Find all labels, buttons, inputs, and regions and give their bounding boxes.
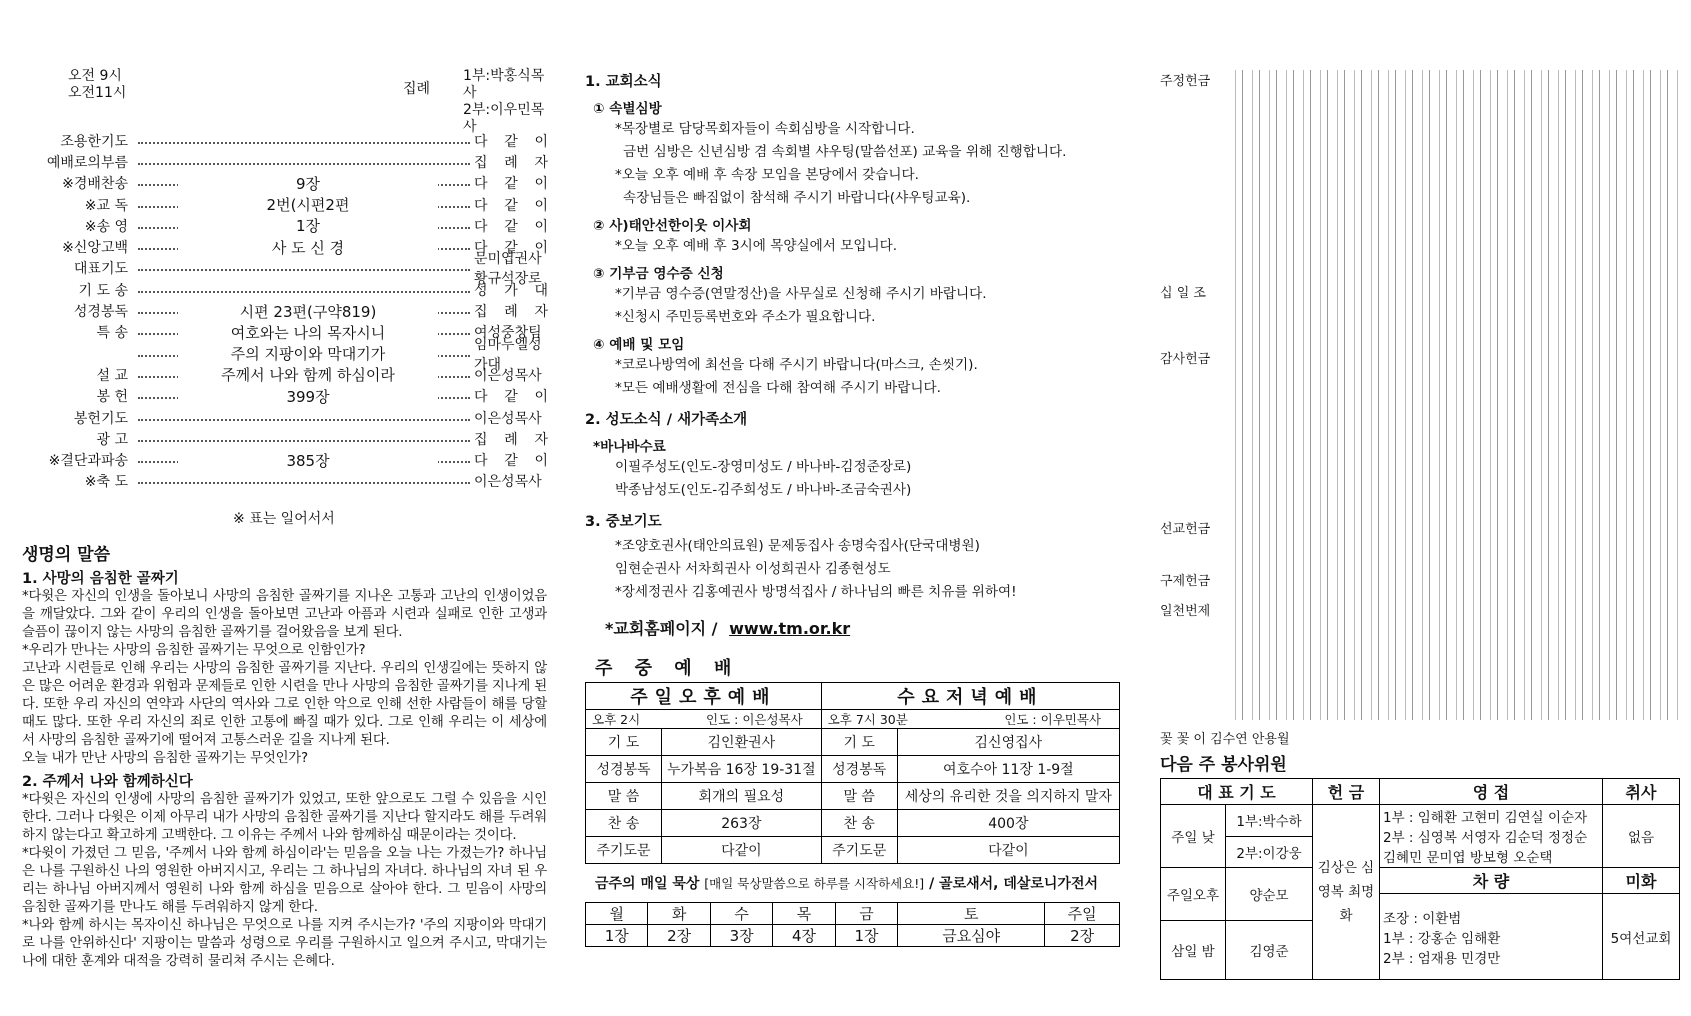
news-line: *장세정권사 김홍예권사 방명석집사 / 하나님의 빠른 치유를 위하여! <box>615 584 1017 600</box>
weekly-value: 회개의 필요성 <box>662 783 822 810</box>
news-item-title: *바나바수료 <box>593 439 666 455</box>
order-name: 특 송 <box>96 325 128 342</box>
offering-category: 일천번제 <box>1160 604 1211 619</box>
news-line: 이필주성도(인도-장영미성도 / 바나바-김정준장로) <box>615 459 912 475</box>
day-label: 월 <box>586 903 648 925</box>
h-meal: 취사 <box>1603 779 1680 805</box>
news-line: *신청시 주민등록번호와 주소가 필요합니다. <box>615 309 876 325</box>
day-chapter: 4장 <box>773 925 835 947</box>
order-row <box>28 251 548 288</box>
order-name: 대표기도 <box>73 261 128 278</box>
news-line: *기부금 영수증(연말정산)을 사무실로 신청해 주시기 바랍니다. <box>615 286 987 302</box>
pastor-2: 2부:이우민목사 <box>463 102 545 135</box>
homepage-link[interactable]: www.tm.or.kr <box>729 619 851 638</box>
order-name: ※교 독 <box>84 197 128 214</box>
weekly-label: 성경봉독 <box>586 756 662 783</box>
weekly-title: 주 중 예 배 <box>595 658 740 679</box>
news-line: *오늘 오후 예배 후 속장 모임을 본당에서 갖습니다. <box>615 167 919 183</box>
h-car: 차 량 <box>1380 868 1603 894</box>
h-offering: 헌 금 <box>1313 779 1380 805</box>
worship-order-column <box>18 0 548 1016</box>
worship-order-list <box>28 130 548 492</box>
day-chapter: 2장 <box>1045 925 1120 947</box>
life-section-2: 2. 주께서 나와 함께하신다 <box>22 774 193 790</box>
meditation-note: [매일 묵상말씀으로 하루를 시작하세요!] <box>704 876 925 891</box>
weekly-value: 세상의 유리한 것을 의지하지 말자 <box>897 783 1119 810</box>
news-line: *오늘 오후 예배 후 3시에 목양실에서 모입니다. <box>615 238 898 254</box>
day-chapter: 금요심야 <box>898 925 1045 947</box>
weekly-value: 김인환권사 <box>662 729 822 756</box>
wednesday-evening-meta <box>821 710 1119 729</box>
news-item-title: ② 사)태안선한이웃 이사회 <box>593 218 752 234</box>
wednesday-evening-title: 수요저녁예배 <box>821 683 1119 710</box>
news-line: 임현순권사 서차희권사 이성희권사 김종현성도 <box>615 561 891 577</box>
meditation-label: 금주의 매일 묵상 <box>595 876 700 892</box>
order-leader: 다 같 이 <box>474 133 548 150</box>
order-leader: 다 같 이 <box>474 176 548 193</box>
order-row <box>28 364 548 385</box>
order-name: ※결단과파송 <box>48 453 128 470</box>
life-title: 생명의 말씀 <box>22 545 111 565</box>
homepage-label: *교회홈페이지 / <box>605 619 718 638</box>
order-name: 광 고 <box>96 431 128 448</box>
h-beauty: 미화 <box>1603 868 1680 894</box>
order-leader: 다 같 이 <box>474 218 548 235</box>
beauty-value: 5여선교회 <box>1603 894 1680 980</box>
order-leader: 임마누엘성가대 <box>474 336 542 373</box>
welcome-1: 1부 : 임해환 고현미 김연실 이순자 <box>1383 810 1588 826</box>
sunday-afternoon-title: 주일오후예배 <box>586 683 822 710</box>
day-label: 토 <box>898 903 1045 925</box>
weekly-label: 말 씀 <box>821 783 897 810</box>
right-time: 오후 7시 30분 <box>827 712 908 727</box>
order-name: ※송 영 <box>84 218 128 235</box>
weekly-services-table <box>585 682 1120 864</box>
pastor-1: 1부:박홍식목사 <box>463 68 545 101</box>
order-row <box>28 336 548 373</box>
weekly-label: 말 씀 <box>586 783 662 810</box>
order-leader: 이은성목사 <box>474 474 542 491</box>
jip-label: 집례 <box>403 81 431 97</box>
weekly-value: 김신영집사 <box>897 729 1119 756</box>
order-name: 예배로의부름 <box>46 154 128 171</box>
order-leader-dots <box>138 482 470 484</box>
weekly-label: 기 도 <box>586 729 662 756</box>
time-2: 오전11시 <box>68 85 127 101</box>
day-label: 수 <box>710 903 772 925</box>
order-leader: 집 례 자 <box>474 154 548 171</box>
order-leader: 성 가 대 <box>474 282 548 299</box>
car-2: 1부 : 강홍순 임해환 <box>1383 930 1501 947</box>
row-afternoon: 주일오후 <box>1161 868 1226 921</box>
car-3: 2부 : 엄재용 민경만 <box>1383 950 1501 967</box>
life-para: 고난과 시련들로 인해 우리는 사망의 음침한 골짜기를 지난다. 우리의 인생길에는 뜻하지 않은 많은 어려운 환경과 위험과 문제들로 인한 시련을 만나 사망의 음침한 골짜기를 지나게 된다. 또한 우리 자신의 연약과 사단의 역사와 그로 인한 악으로 인해 선한 사람들이 해를 당할 때도 많다. 또한 우리 자신의 죄로 인한 고통에 빠질 때가 있다. 그로 인해 우리는 이 세상에서 사망의 음침한 골짜기에 떨어져 고통스러운 길을 지나게 된다. <box>22 661 547 748</box>
order-row <box>28 407 548 428</box>
news-line: 금번 심방은 신년심방 겸 속회별 샤우팅(말씀선포) 교육을 위해 진행합니다. <box>623 144 1067 160</box>
life-para: *다윗은 자신의 인생을 돌아보니 사망의 음침한 골짜기를 지나온 고통과 고난의 인생이었음을 깨달았다. 그와 같이 우리의 인생을 돌아보면 고난과 아픔과 시련과 실패로 인한 고생과 슬픔이 끊이지 않는 사망의 음침한 골짜기를 걸어왔음을 보게 된다. <box>22 589 547 640</box>
offering-category: 구제헌금 <box>1160 574 1211 589</box>
next-week-title: 다음 주 봉사위원 <box>1160 755 1287 775</box>
order-leader: 집 례 자 <box>474 304 548 321</box>
order-name: 봉헌기도 <box>73 410 128 427</box>
order-content: 399장 <box>178 386 438 407</box>
news-heading-1: 1. 교회소식 <box>585 74 662 90</box>
order-row <box>28 449 548 470</box>
news-item-title: ④ 예배 및 모임 <box>593 337 685 353</box>
order-leader: 다 같 이 <box>474 453 548 470</box>
news-line: *코로나방역에 최선을 다해 주시기 바랍니다(마스크, 손씻기). <box>615 357 978 373</box>
life-para: *우리가 만나는 사망의 음침한 골짜기는 무엇으로 인함인가? <box>22 643 366 658</box>
day-chapter: 2장 <box>648 925 710 947</box>
row-sunday: 주일 낮 <box>1161 805 1226 868</box>
h-welcome: 영 접 <box>1380 779 1603 805</box>
offering-category: 십 일 조 <box>1160 286 1206 301</box>
weekly-row <box>586 810 1120 837</box>
order-leader: 문미엽권사 황규석장로 <box>474 251 542 288</box>
offering-people: 김상은 심영복 최명화 <box>1313 805 1380 980</box>
life-para: *다윗이 가졌던 그 믿음, '주께서 나와 함께 하심이라'는 믿음을 오늘 나는 가졌는가? 하나님은 나를 구원하신 나의 영원한 아버지시고, 우리는 그 하나님의 자녀다. 하나님의 자녀 된 우리는 하나님 아버지께서 영원히 나와 함께 하심을 믿음으로 살아야 한다. 그 믿음이 사망의 음침한 골짜기를 만나도 해를 두려워하지 않게 한다. <box>22 846 547 915</box>
order-leader: 다 같 이 <box>474 389 548 406</box>
service-header <box>48 68 548 135</box>
rep-wednesday: 김영준 <box>1226 921 1313 980</box>
order-leader: 다 같 이 <box>474 197 548 214</box>
news-heading-3: 3. 중보기도 <box>585 514 662 530</box>
order-content: 주의 지팡이와 막대기가 <box>178 343 438 364</box>
time-1: 오전 9시 <box>68 68 122 84</box>
offering-category: 감사헌금 <box>1160 352 1211 367</box>
offering-column <box>1150 0 1680 1016</box>
order-content: 9장 <box>178 173 438 194</box>
order-leader-dots <box>138 142 470 144</box>
rep-1: 1부:박수하 <box>1226 805 1313 837</box>
news-item-title: ③ 기부금 영수증 신청 <box>593 266 724 282</box>
order-leader-dots <box>138 419 470 421</box>
weekly-label: 찬 송 <box>821 810 897 837</box>
order-row <box>28 173 548 194</box>
order-name: 조용한기도 <box>60 133 128 150</box>
weekly-value: 다같이 <box>662 837 822 864</box>
day-label: 목 <box>773 903 835 925</box>
order-row <box>28 236 548 257</box>
order-name: 성경봉독 <box>73 304 128 321</box>
life-section-1: 1. 사망의 음침한 골짜기 <box>22 571 179 587</box>
news-line: 박종남성도(인도-김주희성도 / 바나바-조금숙권사) <box>615 482 912 498</box>
right-lead: 인도 : 이우민목사 <box>1004 712 1101 727</box>
order-leader: 다 같 이 <box>474 240 548 257</box>
order-content: 1장 <box>178 215 438 236</box>
news-item-title: ① 속별심방 <box>593 101 662 117</box>
order-name: ※경배찬송 <box>62 176 128 193</box>
weekly-row <box>586 756 1120 783</box>
weekly-value: 여호수아 11장 1-9절 <box>897 756 1119 783</box>
weekly-row <box>586 783 1120 810</box>
order-row <box>28 386 548 407</box>
order-leader-dots <box>138 163 470 165</box>
news-heading-2: 2. 성도소식 / 새가족소개 <box>585 412 748 428</box>
weekly-label: 주기도문 <box>586 837 662 864</box>
offering-category: 선교헌금 <box>1160 522 1211 537</box>
day-chapter: 1장 <box>586 925 648 947</box>
day-chapter: 1장 <box>835 925 897 947</box>
order-name: ※신앙고백 <box>62 240 128 257</box>
service-times <box>68 68 126 102</box>
order-row <box>28 151 548 172</box>
meditation-table <box>585 902 1120 947</box>
sunday-afternoon-meta <box>586 710 822 729</box>
order-name: 봉 헌 <box>96 389 128 406</box>
day-label: 화 <box>648 903 710 925</box>
flower-arrangement: 꽃 꽃 이 김수연 안용월 <box>1160 732 1290 747</box>
row-wednesday: 삼일 밤 <box>1161 921 1226 980</box>
weekly-row <box>586 837 1120 864</box>
order-leader-dots <box>138 291 470 293</box>
day-label: 주일 <box>1045 903 1120 925</box>
service-volunteers-table <box>1160 778 1680 980</box>
meditation-books: / 골로새서, 데살로니가전서 <box>929 876 1099 892</box>
order-name: 설 교 <box>96 367 128 384</box>
weekly-label: 주기도문 <box>821 837 897 864</box>
weekly-value: 263장 <box>662 810 822 837</box>
h-rep: 대 표 기 도 <box>1161 779 1313 805</box>
offering-names-vertical <box>1230 70 1680 720</box>
meal-value: 없음 <box>1603 805 1680 868</box>
order-content: 사 도 신 경 <box>178 237 438 258</box>
order-content: 여호와는 나의 목자시니 <box>178 322 438 343</box>
day-chapter: 3장 <box>710 925 772 947</box>
news-column <box>585 0 1120 1016</box>
weekly-label: 찬 송 <box>586 810 662 837</box>
order-row <box>28 322 548 343</box>
news-line: *모든 예배생활에 전심을 다해 참여해 주시기 바랍니다. <box>615 380 941 396</box>
car-1: 조장 : 이환범 <box>1383 910 1462 927</box>
order-row <box>28 130 548 151</box>
news-line: 속장님들은 빠짐없이 참석해 주시기 바랍니다(샤우팅교육). <box>623 190 971 206</box>
standing-note: ※ 표는 일어서서 <box>233 511 335 527</box>
life-para: *나와 함께 하시는 목자이신 하나님은 무엇으로 나를 지켜 주시는가? '주의 지팡이와 막대기로 나를 안위하신다' 지팡이는 말씀과 성령으로 우리를 구원하시고 일으켜 주시고, 막대기는 나에 대한 훈계와 대적을 강력히 물리쳐 주시는 은혜다. <box>22 918 547 969</box>
church-news <box>585 70 1120 639</box>
order-leader: 이은성목사 <box>474 410 542 427</box>
weekly-value: 누가복음 16장 19-31절 <box>662 756 822 783</box>
weekly-label: 기 도 <box>821 729 897 756</box>
order-leader-dots <box>138 269 470 271</box>
order-leader: 이은성목사 <box>474 367 542 384</box>
order-content: 385장 <box>178 450 438 471</box>
order-leader: 집 례 자 <box>474 431 548 448</box>
order-name: ※축 도 <box>84 474 128 491</box>
homepage <box>605 616 1120 639</box>
weekly-label: 성경봉독 <box>821 756 897 783</box>
weekly-row <box>586 729 1120 756</box>
left-time: 오후 2시 <box>592 712 641 727</box>
day-label: 금 <box>835 903 897 925</box>
offering-category: 주정헌금 <box>1160 74 1211 89</box>
left-lead: 인도 : 이은성목사 <box>706 712 803 727</box>
life-message <box>22 540 547 971</box>
order-row <box>28 300 548 321</box>
order-row <box>28 215 548 236</box>
daily-meditation <box>595 873 1098 893</box>
order-name: 기 도 송 <box>78 282 128 299</box>
service-pastors <box>463 68 548 136</box>
order-content: 시편 23편(구약819) <box>178 301 438 322</box>
order-row <box>28 428 548 449</box>
order-content: 주께서 나와 함께 하심이라 <box>178 364 438 385</box>
life-para: 오늘 내가 만난 사망의 음침한 골짜기는 무엇인가? <box>22 751 308 766</box>
rep-afternoon: 양순모 <box>1226 868 1313 921</box>
welcome-2: 2부 : 심영복 서영자 김순덕 정정순 김혜민 문미엽 방보형 오순택 <box>1383 830 1588 866</box>
weekly-value: 다같이 <box>897 837 1119 864</box>
order-content: 2번(시편2편 <box>178 194 438 215</box>
order-row <box>28 194 548 215</box>
rep-2: 2부:이강웅 <box>1226 836 1313 868</box>
car-cell <box>1380 894 1603 980</box>
weekly-value: 400장 <box>897 810 1119 837</box>
order-leader-dots <box>138 440 470 442</box>
news-line: *목장별로 담당목회자들이 속회심방을 시작합니다. <box>615 121 915 137</box>
order-leader: 여성중창팀 <box>474 325 542 342</box>
news-line: *조양호권사(태안의료원) 문제동집사 송명숙집사(단국대병원) <box>615 538 980 554</box>
life-para: *다윗은 자신의 인생에 사망의 음침한 골짜기가 있었고, 또한 앞으로도 그럴 수 있음을 시인한다. 그러나 다윗은 이제 아무리 내가 사망의 음침한 골짜기를 지난다 할지라도 해를 두려워하지 않는다고 확고하게 고백한다. 그 이유는 주께서 나와 함께하심 때문이라는 것이다. <box>22 792 547 843</box>
order-row <box>28 279 548 300</box>
order-row <box>28 471 548 492</box>
welcome-cell <box>1380 805 1603 868</box>
